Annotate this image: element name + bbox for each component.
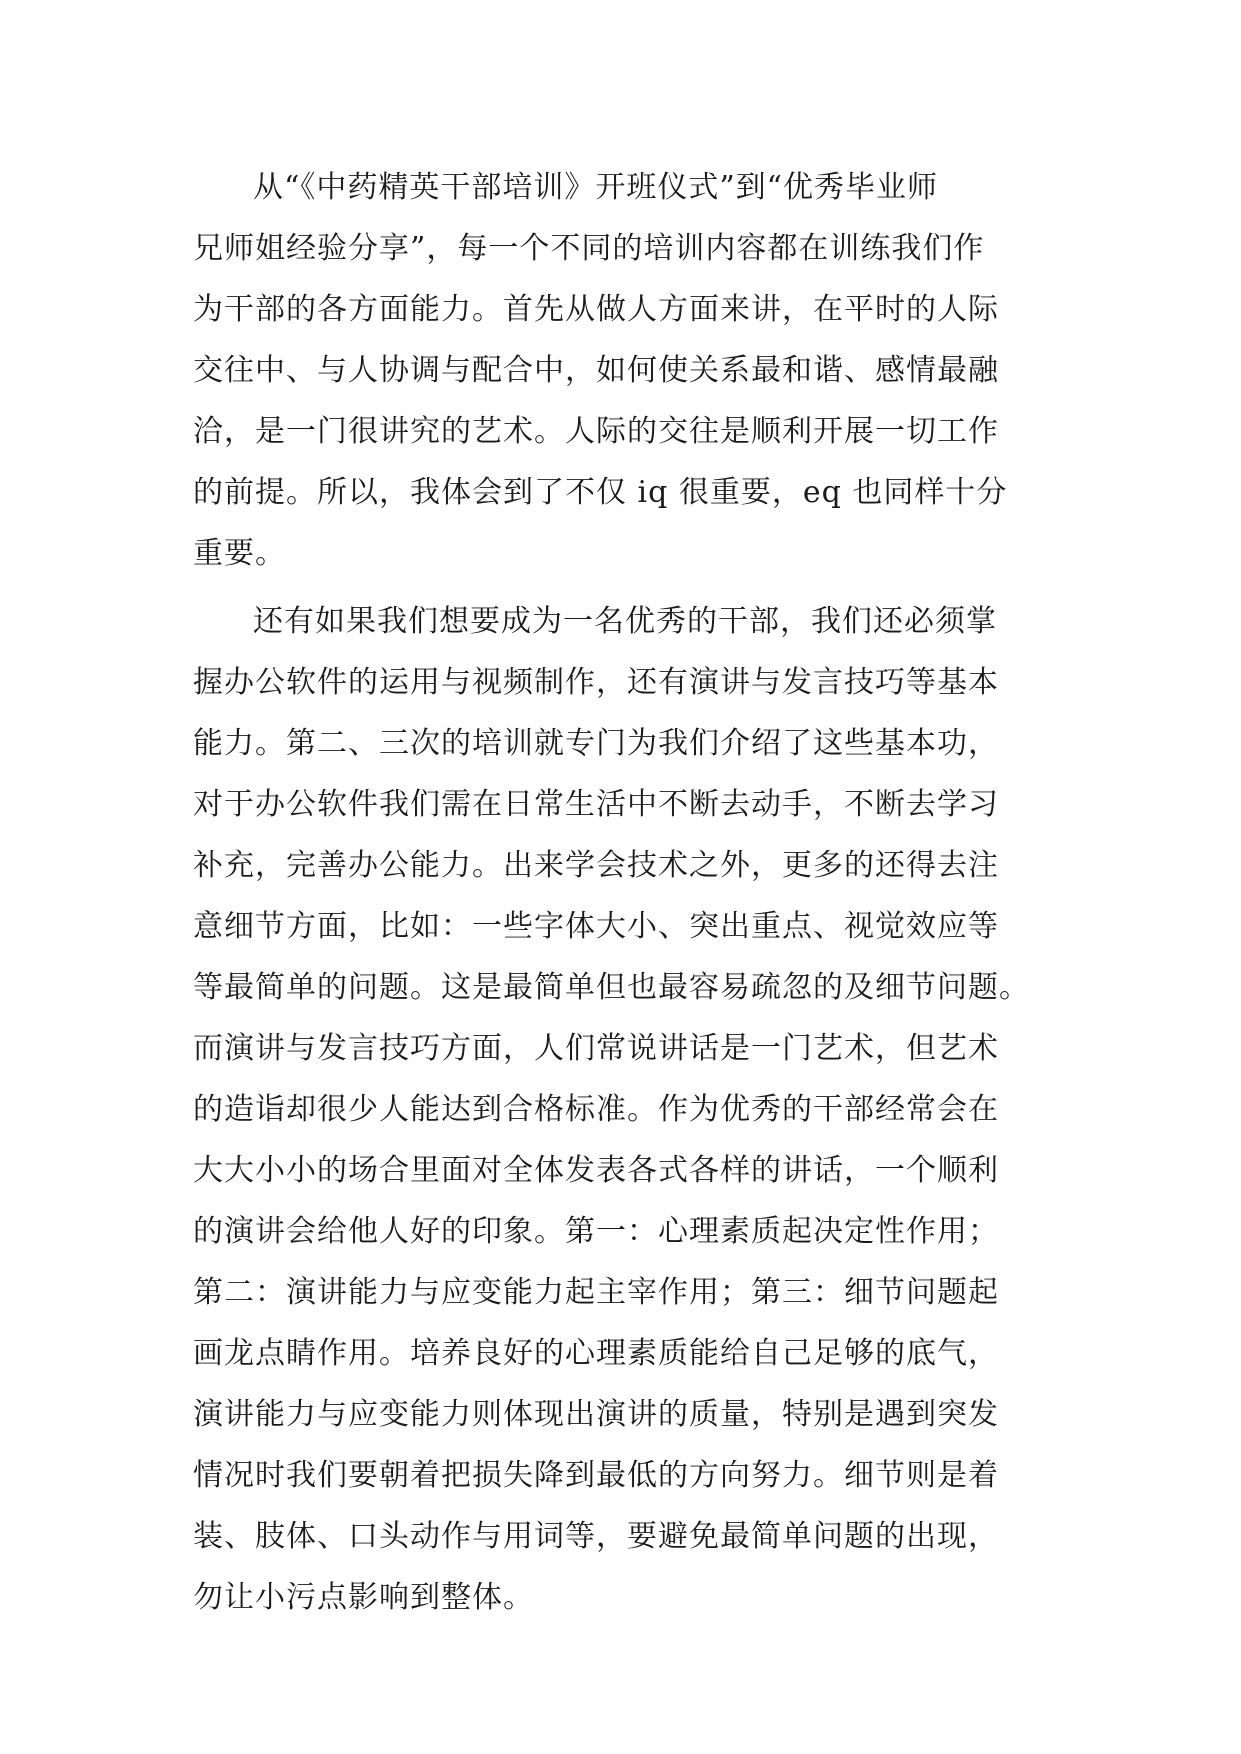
text-line: 意细节方面，比如：一些字体大小、突出重点、视觉效应等: [193, 909, 999, 944]
text-line: 从“《中药精英干部培训》开班仪式”到“优秀毕业师: [253, 170, 939, 205]
text-line: 勿让小污点影响到整体。: [193, 1580, 534, 1615]
text-line: 洽，是一门很讲究的艺术。人际的交往是顺利开展一切工作: [193, 414, 999, 449]
text-line: 的造诣却很少人能达到合格标准。作为优秀的干部经常会在: [193, 1092, 999, 1127]
text-line: 补充，完善办公能力。出来学会技术之外，更多的还得去注: [193, 848, 999, 883]
text-line: 等最简单的问题。这是最简单但也最容易疏忽的及细节问题。: [193, 970, 1030, 1005]
text-line: 演讲能力与应变能力则体现出演讲的质量，特别是遇到突发: [193, 1397, 999, 1432]
text-line: 能力。第二、三次的培训就专门为我们介绍了这些基本功，: [193, 726, 999, 761]
text-line: 的前提。所以，我体会到了不仅 iq 很重要，eq 也同样十分: [193, 475, 1008, 510]
text-line: 第二：演讲能力与应变能力起主宰作用；第三：细节问题起: [193, 1275, 999, 1310]
document-body: [193, 157, 1073, 1635]
text-line: 而演讲与发言技巧方面，人们常说讲话是一门艺术，但艺术: [193, 1031, 999, 1066]
paragraph-1: [193, 157, 1073, 584]
text-line: 为干部的各方面能力。首先从做人方面来讲，在平时的人际: [193, 292, 999, 327]
text-line: 交往中、与人协调与配合中，如何使关系最和谐、感情最融: [193, 353, 999, 388]
text-line: 重要。: [193, 536, 286, 571]
text-line: 大大小小的场合里面对全体发表各式各样的讲话，一个顺利: [193, 1153, 999, 1188]
text-line: 的演讲会给他人好的印象。第一：心理素质起决定性作用；: [193, 1214, 999, 1249]
paragraph-2: [193, 591, 1073, 1628]
text-line: 对于办公软件我们需在日常生活中不断去动手，不断去学习: [193, 787, 999, 822]
text-line: 握办公软件的运用与视频制作，还有演讲与发言技巧等基本: [193, 665, 999, 700]
text-line: 画龙点睛作用。培养良好的心理素质能给自己足够的底气，: [193, 1336, 999, 1371]
text-line: 装、肢体、口头动作与用词等，要避免最简单问题的出现，: [193, 1519, 999, 1554]
text-line: 还有如果我们想要成为一名优秀的干部，我们还必须掌: [253, 604, 997, 639]
text-line: 情况时我们要朝着把损失降到最低的方向努力。细节则是着: [193, 1458, 999, 1493]
text-line: 兄师姐经验分享”，每一个不同的培训内容都在训练我们作: [193, 231, 985, 266]
